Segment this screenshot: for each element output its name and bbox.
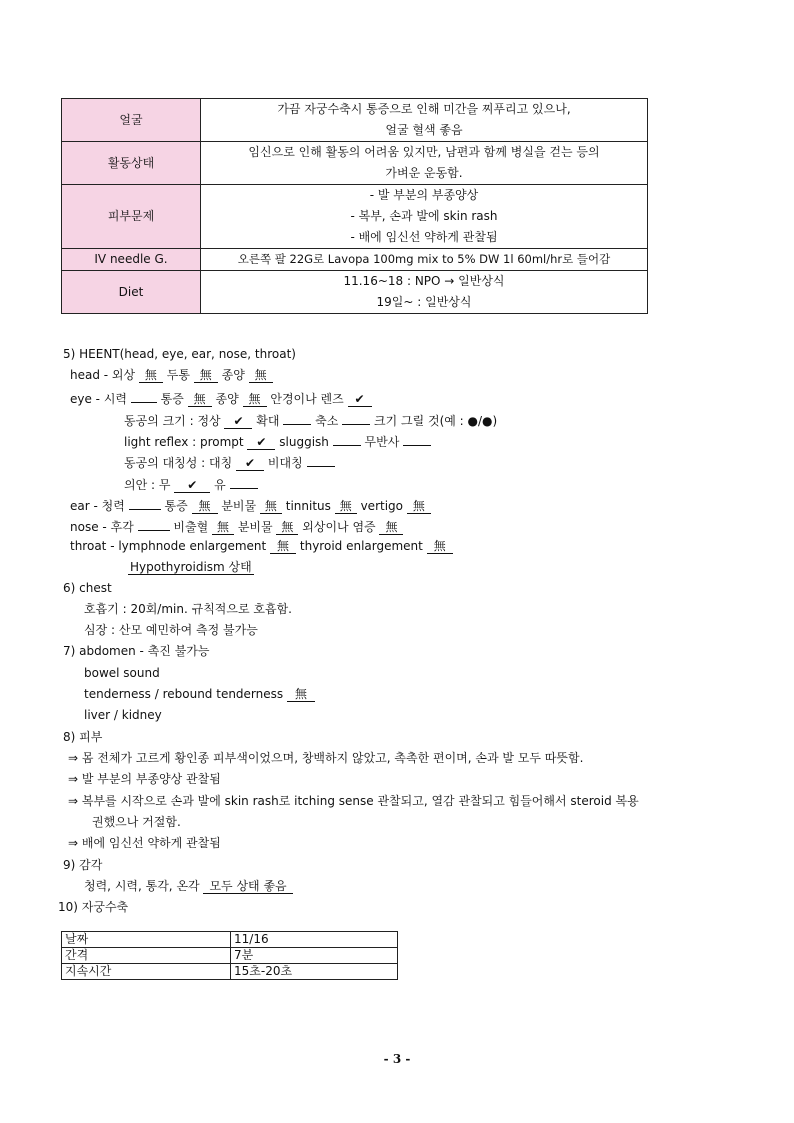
label: 축소 (315, 414, 339, 428)
table-row (62, 185, 648, 249)
label: 종양 (215, 392, 239, 406)
prosthetic-eye-line (124, 474, 258, 493)
label: 통증 (160, 392, 184, 406)
row-header: Diet (62, 271, 201, 314)
value: 無 (194, 368, 218, 383)
label: 크기 그릴 것(예 : ●/●) (373, 414, 498, 428)
value: 無 (192, 499, 218, 514)
label: 안경이나 렌즈 (270, 392, 344, 406)
content-line: 19일~ : 일반상식 (376, 295, 472, 309)
abdomen-title: 7) abdomen - 촉진 불가능 (63, 644, 210, 658)
table-row (62, 948, 398, 964)
pupil-size-line (124, 410, 497, 429)
nose-line (70, 516, 403, 535)
sense-title: 9) 감각 (63, 858, 103, 872)
label: eye - 시력 (70, 392, 128, 406)
value: ✔ (348, 392, 372, 407)
table-cell: 날짜 (62, 932, 231, 948)
value: ✔ (236, 456, 264, 471)
label: 비대칭 (267, 456, 303, 470)
skin-line: ⇒ 발 부분의 부종양상 관찰됨 (68, 772, 221, 786)
chest-heart: 심장 : 산모 예민하여 측정 불가능 (84, 623, 258, 637)
uterine-title: 10) 자궁수축 (58, 900, 129, 914)
table-cell: 11/16 (231, 932, 398, 948)
chest-title: 6) chest (63, 581, 112, 595)
content-line: - 복부, 손과 발에 skin rash (350, 209, 498, 223)
label: ear - 청력 (70, 499, 125, 513)
pupil-symmetry-line (124, 452, 335, 471)
label: 두통 (166, 368, 190, 382)
sense-line (84, 878, 293, 894)
content-line: 오른쪽 팔 22G로 Lavopa 100mg mix to 5% DW 1l 60ml/hr로 들어감 (237, 252, 611, 266)
label: 분비물 (221, 499, 257, 513)
chest-respiration: 호흡기 : 20회/min. 규칙적으로 호흡함. (84, 602, 292, 616)
table-cell: 15초-20초 (231, 964, 398, 980)
content-line: - 배에 임신선 약하게 관찰됨 (350, 230, 498, 244)
table-row (62, 932, 398, 948)
row-header: IV needle G. (62, 249, 201, 271)
row-content (201, 249, 648, 271)
content-line: 임신으로 인해 활동의 어려움 있지만, 남편과 함께 병실을 걷는 등의 (248, 145, 600, 159)
label: vertigo (360, 499, 403, 513)
value: 無 (407, 499, 431, 514)
table-cell: 간격 (62, 948, 231, 964)
light-reflex-line (124, 431, 431, 450)
value (283, 410, 311, 425)
page-number: - 3 - (383, 1052, 411, 1066)
label: sluggish (279, 435, 329, 449)
throat-note (128, 559, 254, 575)
table-row (62, 142, 648, 185)
row-header: 얼굴 (62, 99, 201, 142)
value (342, 410, 370, 425)
table-row (62, 99, 648, 142)
label: throat - lymphnode enlargement (70, 539, 267, 553)
value: 無 (270, 539, 296, 554)
row-content (201, 99, 648, 142)
value: ✔ (247, 435, 275, 450)
row-header: 피부문제 (62, 185, 201, 249)
label: 비출혈 (173, 520, 209, 534)
label: 동공의 크기 : 정상 (124, 414, 221, 428)
assessment-table (61, 98, 648, 314)
value: 無 (335, 499, 357, 514)
contraction-table (61, 931, 398, 980)
value: 無 (379, 520, 403, 535)
label: light reflex : prompt (124, 435, 244, 449)
row-content (201, 185, 648, 249)
content-line: 가끔 자궁수축시 통증으로 인해 미간을 찌푸리고 있으나, (277, 102, 571, 116)
label: thyroid enlargement (299, 539, 423, 553)
value: 모두 상태 좋음 (203, 879, 292, 894)
value: 無 (276, 520, 298, 535)
value: Hypothyroidism 상태 (130, 560, 252, 574)
skin-line: ⇒ 복부를 시작으로 손과 발에 skin rash로 itching sense 관찰되고, 열감 관찰되고 힘들어해서 steroid 복용 (68, 794, 639, 808)
label: 동공의 대칭성 : 대칭 (124, 456, 233, 470)
label: 외상이나 염증 (302, 520, 376, 534)
value: 無 (427, 539, 453, 554)
value: 無 (249, 368, 273, 383)
value (403, 431, 431, 446)
ear-line (70, 495, 431, 514)
label: 종양 (221, 368, 245, 382)
value (333, 431, 361, 446)
value: 無 (243, 392, 267, 407)
skin-line: 권했으나 거절함. (92, 815, 181, 829)
heent-title: 5) HEENT(head, eye, ear, nose, throat) (63, 347, 296, 361)
value: 無 (212, 520, 234, 535)
value: 無 (139, 368, 163, 383)
abdomen-bowel: bowel sound (84, 666, 160, 680)
label: nose - 후각 (70, 520, 134, 534)
value: ✔ (174, 478, 210, 493)
label: 유 (214, 478, 226, 492)
value: 無 (260, 499, 282, 514)
label: 분비물 (237, 520, 273, 534)
value (129, 495, 161, 510)
value: 無 (188, 392, 212, 407)
value (138, 516, 170, 531)
content-line: - 발 부분의 부종양상 (369, 188, 479, 202)
value (230, 474, 258, 489)
row-header: 활동상태 (62, 142, 201, 185)
abdomen-liver: liver / kidney (84, 708, 162, 722)
value (307, 452, 335, 467)
value: ✔ (224, 414, 252, 429)
table-row (62, 249, 648, 271)
value: 無 (287, 687, 315, 702)
label: 의안 : 무 (124, 478, 171, 492)
content-line: 얼굴 혈색 좋음 (385, 123, 463, 137)
row-content (201, 142, 648, 185)
table-cell: 7분 (231, 948, 398, 964)
label: head - 외상 (70, 368, 136, 382)
eye-line (70, 388, 372, 407)
row-content (201, 271, 648, 314)
label: tinnitus (285, 499, 331, 513)
skin-title: 8) 피부 (63, 730, 103, 744)
throat-line (70, 538, 453, 554)
content-line: 11.16~18 : NPO → 일반상식 (343, 274, 505, 288)
label: tenderness / rebound tenderness (84, 687, 284, 701)
label: 무반사 (364, 435, 400, 449)
abdomen-tenderness (84, 686, 315, 702)
head-line (70, 367, 273, 383)
table-row (62, 271, 648, 314)
table-row (62, 964, 398, 980)
skin-line: ⇒ 배에 임신선 약하게 관찰됨 (68, 836, 221, 850)
value (131, 388, 157, 403)
label: 청력, 시력, 통각, 온각 (84, 879, 200, 893)
table-cell: 지속시간 (62, 964, 231, 980)
skin-line: ⇒ 몸 전체가 고르게 황인종 피부색이었으며, 창백하지 않았고, 촉촉한 편이며, 손과 발 모두 따뜻함. (68, 751, 584, 765)
label: 통증 (164, 499, 188, 513)
label: 확대 (256, 414, 280, 428)
content-line: 가벼운 운동함. (385, 166, 463, 180)
